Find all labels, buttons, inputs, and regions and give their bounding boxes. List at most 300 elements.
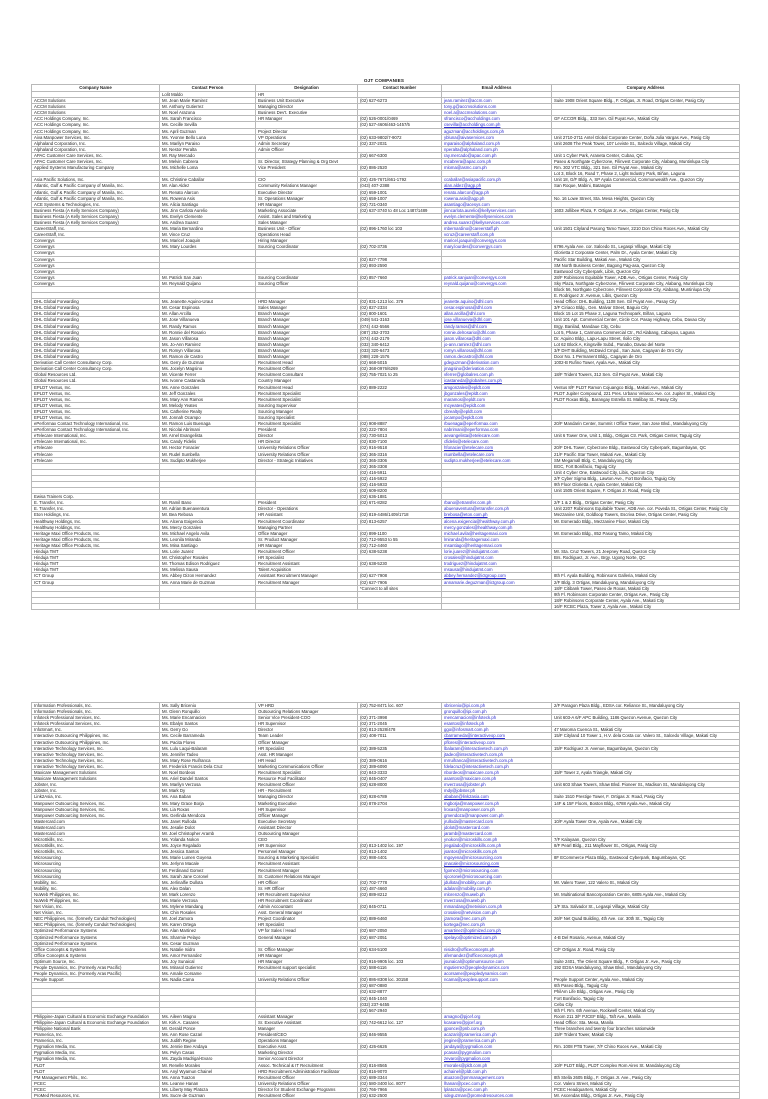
email-address-cell[interactable]: lorie.juarez@hindujatmt.com	[442, 549, 552, 555]
company-address-cell: 3/F DHT Building, McDavid Cmpd., San Juan, Cagayan de Oro City	[552, 347, 740, 353]
email-address-cell[interactable]	[442, 603, 552, 609]
designation-cell: Senior Vice President-COO	[256, 715, 358, 721]
email-address-cell[interactable]: afernandez@officeconcepts.ph	[442, 952, 552, 958]
email-address-cell[interactable]: jzamora@nec.com.ph	[442, 916, 552, 922]
contact-number-cell: (02) 889-6460	[358, 916, 442, 922]
email-address-cell[interactable]: romyn.villarosa@dhl.com	[442, 347, 552, 353]
contact-number-cell: (02) 426-6626	[358, 1044, 442, 1050]
email-address-cell[interactable]: abbey.hernandez@ictgroup.com	[442, 573, 552, 579]
company-name-cell: E. Transfer, Inc.	[32, 506, 160, 512]
contact-person-cell: Ms. Karen Ortega	[160, 922, 256, 928]
company-address-cell: People Support Center, Ayala Ave., Makati City	[552, 977, 740, 983]
company-address-cell: Head Office: DHL Building, 1108 Sen. Gil Puyat Ave., Pasay City	[552, 299, 740, 305]
designation-cell: Recruitment Manager	[256, 867, 358, 873]
email-address-cell[interactable]: atuazon@pmmanagement.com	[442, 1074, 552, 1080]
email-address-cell[interactable]: evelyn.clemente@kellyservices.com	[442, 213, 552, 219]
email-address-cell[interactable]: lbalaram@interactivetech.com.ph	[442, 745, 552, 751]
company-name-cell: Interactive Technology Services, Inc.	[32, 751, 160, 757]
email-address-cell[interactable]: lhanan@pcec.com.ph	[442, 1080, 552, 1086]
email-address-cell[interactable]: mgutierrez@peopledynamics.com	[442, 965, 552, 971]
email-address-cell[interactable]: acorsame@peopledynamics.com	[442, 971, 552, 977]
company-address-cell: Mr. Sta. Cruz Towers, 21 Jeepney Road, Quezon City	[552, 549, 740, 555]
contact-person-cell: Ms. Marilyn Verzosa	[160, 782, 256, 788]
contact-person-cell: Ms. Yvonne Bello Luna	[160, 134, 256, 140]
contact-number-cell: (02) 638-5238	[358, 549, 442, 555]
company-address-cell: 2/F Paragon Plaza Bldg., EDSA cor. Reliance St., Mandaluyong City	[552, 703, 740, 709]
email-address-cell[interactable]: aevangelista@etelecare.com	[442, 433, 552, 439]
email-address-cell[interactable]: jean.ramirez@accm.com	[442, 98, 552, 104]
contact-person-cell: Mr. Renato Alarcon	[160, 189, 256, 195]
contact-person-cell: Ms. Gerry Go	[160, 727, 256, 733]
email-address-cell[interactable]: sudipto.mukherjee@etelecare.com	[442, 457, 552, 463]
company-name-cell: ACCM Solutions	[32, 98, 160, 104]
designation-cell: Assistant Recruitment Manager	[256, 573, 358, 579]
designation-cell: Recruitment Specialist	[256, 390, 358, 396]
email-address-cell[interactable]: amartinez@optimized.com.ph	[442, 928, 552, 934]
designation-cell: Talent Acquisition	[256, 567, 358, 573]
email-address-cell[interactable]: sbricenio@ipi.com.ph	[442, 703, 552, 709]
contact-person-cell: Ms. Mary Lourdes	[160, 244, 256, 250]
designation-cell: Sales Manager	[256, 305, 358, 311]
email-address-cell[interactable]: jbgonzales@epldt.com	[442, 390, 552, 396]
designation-cell: HRD Manager	[256, 299, 358, 305]
company-name-cell: Mastercard.com	[32, 830, 160, 836]
email-address-cell[interactable]: ramon.decastro@dhl.com	[442, 354, 552, 360]
email-address-cell[interactable]: mverzosa@jobster.ph	[442, 782, 552, 788]
company-name-cell: ACCM Solutions	[32, 110, 160, 116]
company-name-cell: PLDT	[32, 1068, 160, 1074]
company-address-cell: Unit 1501 Cityland Pasong Tamo Tower, 2210 Don Chino Roces Ave., Makati City	[552, 226, 740, 232]
contact-number-cell: *Connect to all sites	[358, 585, 442, 591]
email-address-cell[interactable]: amgonzales@epldt.com	[442, 384, 552, 390]
email-address-cell[interactable]: fdelacruz@interactivetech.com.ph	[442, 763, 552, 769]
email-address-cell[interactable]: sdeguzman@promedresources.com	[442, 1093, 552, 1099]
email-address-cell[interactable]: ybluna@aivaservices.com	[442, 134, 552, 140]
contact-number-cell: (02) 845-0407	[358, 776, 442, 782]
designation-cell: Community Relations Manager	[256, 183, 358, 189]
email-address-cell[interactable]: ronnie.delrosario@dhl.com	[442, 329, 552, 335]
company-address-cell: 2/F Bldg. 3 Ortigas, Mandaluyong, Mandaluyong City	[552, 579, 740, 585]
email-address-cell[interactable]: mgborja@manpower.com.ph	[442, 800, 552, 806]
email-address-cell[interactable]: cfidelis@etelecare.com	[442, 439, 552, 445]
contact-person-cell: Ms. Mirasol Gutierrez	[160, 965, 256, 971]
contact-person-cell: Ms. Liberty May Platoza	[160, 1086, 256, 1092]
company-address-cell: Unit 18, G/F Bldg. A, SP Ayala Commercial, Commonwealth Ave., Quezon City	[552, 177, 740, 183]
email-address-cell[interactable]: jregalado@microskills.com.ph	[442, 843, 552, 849]
contact-person-cell: Ms. Jennie Bee Andaya	[160, 1044, 256, 1050]
company-name-cell: Convergys	[32, 268, 160, 274]
email-address-cell[interactable]: lplatoza@pcec.com.ph	[442, 1086, 552, 1092]
email-address-cell[interactable]: vcruz@careerstaff.com.ph	[442, 232, 552, 238]
email-address-cell[interactable]: fgomez@microsourcing.com	[442, 867, 552, 873]
email-address-cell[interactable]: kcasares@pjcef.org	[442, 1019, 552, 1025]
email-address-cell[interactable]: kortega@nec.com.ph	[442, 922, 552, 928]
email-address-cell[interactable]: gronquillo@ipi.com.ph	[442, 709, 552, 715]
designation-cell: HR Supervisor	[256, 721, 358, 727]
contact-person-cell: Mr. Cesar Espinosa	[160, 305, 256, 311]
email-address-cell[interactable]: adalan@mobility.com.ph	[442, 885, 552, 891]
company-name-cell: DHL Global Forwarding	[32, 317, 160, 323]
contact-person-cell: Ms. Ivonne Castaneda	[160, 378, 256, 384]
company-name-cell: Optimized Performance Systems	[32, 940, 160, 946]
contact-number-cell: (02) 389-5235	[358, 745, 442, 751]
company-name-cell: Maxicare Management Solutions	[32, 770, 160, 776]
contact-number-cell: (02) 878-2704	[358, 800, 442, 806]
company-address-cell: 10/F Ayala Tower One, Ayala Ave., Makati City	[552, 818, 740, 824]
email-address-cell[interactable]: jose.villanueva@dhl.com	[442, 317, 552, 323]
company-address-cell: Unit 2710-2711 Antel Global Corporate Center, Doña Julia Vargas Ave., Pasig City	[552, 134, 740, 140]
email-address-cell[interactable]: annamarie.deguzman@ictgroup.com	[442, 579, 552, 585]
company-name-cell: eTelecare	[32, 445, 160, 451]
contact-person-cell: Ms. Pacita Flores	[160, 739, 256, 745]
company-name-cell: InfoSmart, Inc.	[32, 727, 160, 733]
company-address-cell: Unit 6 Tower One, Unit 1, Bldg., Ortigas Ctr. Park, Ortigas Center, Taguig City	[552, 433, 740, 439]
email-address-cell[interactable]: noel.a@accmsolutions.com	[442, 110, 552, 116]
email-address-cell[interactable]: jandaya@pygmalion.com	[442, 1044, 552, 1050]
company-name-cell: Pygmalion Media, Inc.	[32, 1050, 160, 1056]
contact-person-cell: Mr. Arnel Evangelista	[160, 433, 256, 439]
contact-person-cell: Mr. Mark Lorenzo	[160, 891, 256, 897]
email-address-cell[interactable]: reynald.quijano@convergys.com	[442, 280, 552, 286]
contact-number-cell: (02) 752-8471 loc. 607	[358, 703, 442, 709]
email-address-cell[interactable]: aguzman@accholdings.com.ph	[442, 128, 552, 134]
designation-cell: Sourcing & Marketing Specialist	[256, 855, 358, 861]
email-address-cell[interactable]: mcabrera@apac.com.ph	[442, 159, 552, 165]
company-name-cell: ACE Systems & Technologies, Inc.	[32, 201, 160, 207]
email-address-cell[interactable]: mverzosa@nuweb.ph	[442, 898, 552, 904]
contact-number-cell: (02) 827-7798	[358, 256, 442, 262]
email-address-cell[interactable]: mercy.gonzales@healthway.com.ph	[442, 524, 552, 530]
contact-number-cell: (088) 228-1576	[358, 354, 442, 360]
email-address-cell[interactable]: jocampo@epldt.com	[442, 414, 552, 420]
designation-cell: University Relations Officer	[256, 977, 358, 983]
company-address-cell: 9th Fl. Robinsons Corporate Center, Ortigas Ave., Pasig City	[552, 591, 740, 597]
designation-cell: Operations Manager	[256, 1038, 358, 1044]
email-address-cell[interactable]: jo-ann.ramirez@dhl.com	[442, 341, 552, 347]
company-name-cell: Jobster, Inc.	[32, 788, 160, 794]
table-header-row	[32, 85, 740, 92]
email-address-cell[interactable]: lroxas@manpower.com.ph	[442, 806, 552, 812]
email-address-cell[interactable]: amagno@pjcef.org	[442, 1013, 552, 1019]
contact-person-cell: Ms. Nadia Cama	[160, 977, 256, 983]
contact-person-cell: Ms. Anne Gonzales	[160, 384, 256, 390]
email-address-cell[interactable]: jrulloda@mastercard.com	[442, 818, 552, 824]
email-address-cell[interactable]: esantos@infoteck.ph	[442, 721, 552, 727]
email-address-cell[interactable]: mbernardino@careerstaff.ph	[442, 226, 552, 232]
designation-cell: Sourcing Coordinator	[256, 244, 358, 250]
email-address-cell[interactable]: nabrimani@eperformax.com	[442, 427, 552, 433]
email-address-cell[interactable]: acazari@pramerica.com.ph	[442, 1032, 552, 1038]
contact-person-cell: Ms. Mina Santiago	[160, 542, 256, 548]
email-address-cell[interactable]: rowena.asis@agp.ph	[442, 195, 552, 201]
company-name-cell: Healthway Holdings, Inc.	[32, 524, 160, 530]
contact-person-cell: Ms. Mercy Gonzales	[160, 524, 256, 530]
company-address-cell: 15/F Trident Tower, Makati City	[552, 1032, 740, 1038]
company-address-cell: Head Office: Sta. Mesa, Manila	[552, 1019, 740, 1025]
designation-cell: Director	[256, 727, 358, 733]
email-address-cell[interactable]: ncama@peoplesupport.com	[442, 977, 552, 983]
email-address-cell[interactable]: rmorales@pldt.com.ph	[442, 1062, 552, 1068]
company-address-cell: 15/F Rodriguez Jr. Avenue, Bagumbayan, Quezon City	[552, 745, 740, 751]
email-address-cell[interactable]: gmendoza@manpower.com.ph	[442, 812, 552, 818]
email-address-cell[interactable]: lmiranda@heritagemaxi.com	[442, 536, 552, 542]
email-address-cell[interactable]: vferrer@globalres.com.ph	[442, 372, 552, 378]
table-body-page-2	[32, 703, 740, 1099]
email-address-cell[interactable]: jdullota@mobility.com.ph	[442, 879, 552, 885]
email-address-cell[interactable]: gponce@pnb.com.ph	[442, 1025, 552, 1031]
designation-cell: VP for Sales / Head	[256, 928, 358, 934]
contact-person-cell: Ms. Jerlynn Macale	[160, 861, 256, 867]
designation-cell: Recruitment Specialist	[256, 421, 358, 427]
email-address-cell[interactable]: michael.avila@heritagemaxi.com	[442, 530, 552, 536]
contact-number-cell: (02) 893-2590	[358, 262, 442, 268]
email-address-cell[interactable]: sjcoronel@microsourcing.com	[442, 873, 552, 879]
designation-cell: HR Manager	[256, 952, 358, 958]
email-address-cell[interactable]: abuenaventura@etransfer.com.ph	[442, 506, 552, 512]
company-address-cell: 3/F Ciriaco Bldg., Gen. Malvar Street, Baguio City	[552, 305, 740, 311]
email-address-cell[interactable]: rbano@etransfer.com.ph	[442, 500, 552, 506]
designation-cell: Recruitment Head	[256, 360, 358, 366]
contact-number-cell: (02) 816-9070	[358, 1068, 442, 1074]
email-address-cell[interactable]: asantiago@acesys.com	[442, 201, 552, 207]
designation-cell: Project Director	[256, 128, 358, 134]
email-address-cell[interactable]: alan.aldez@agp.ph	[442, 183, 552, 189]
company-name-cell: Infoteck Professional Services, Inc.	[32, 721, 160, 727]
email-address-cell[interactable]: ccaballar@asiapacific.com.ph	[442, 177, 552, 183]
email-address-cell[interactable]: msausa@hindujatmt.com	[442, 567, 552, 573]
email-address-cell[interactable]: rsumbella@etelecare.com	[442, 451, 552, 457]
email-address-cell[interactable]: andrea.suarez@kellyservices.com	[442, 219, 552, 225]
contact-person-cell: Ms. Jocelyn Magsino	[160, 366, 256, 372]
contact-person-cell: Mr. Nestor Peralta	[160, 146, 256, 152]
email-address-cell[interactable]: jaramb@mastercard.com	[442, 830, 552, 836]
email-address-cell[interactable]: gdeguzman@derivation.com	[442, 360, 552, 366]
email-address-cell[interactable]: jason.villarosa@dhl.com	[442, 335, 552, 341]
email-address-cell[interactable]: allan.arcilla@dhl.com	[442, 311, 552, 317]
company-name-cell: Convergys	[32, 280, 160, 286]
email-address-cell[interactable]: mrruifranca@interactivetech.com.ph	[442, 757, 552, 763]
contact-person-cell: Ms. Sally Bricenio	[160, 703, 256, 709]
company-name-cell: Heritage Maxi Office Products, Inc.	[32, 542, 160, 548]
company-address-cell: 9th Floor Glorietta 4, Ayala Center, Makati City	[552, 482, 740, 488]
contact-number-cell: (02) 668-5015	[358, 360, 442, 366]
contact-number-cell: (02) 368-0976/6269	[358, 366, 442, 372]
designation-cell: Outsourcing Relations Manager	[256, 709, 358, 715]
email-address-cell[interactable]: maricel.joaquin@convergys.com	[442, 238, 552, 244]
company-address-cell: Mr. Ascendas Bldg., Ortigas Jr. Ave., Pasig City	[552, 1093, 740, 1099]
email-address-cell[interactable]: jeanette.aquino@dhl.com	[442, 299, 552, 305]
designation-cell: Business Unit Executive	[256, 98, 358, 104]
designation-cell	[256, 603, 358, 609]
designation-cell: HR Manager	[256, 542, 358, 548]
designation-cell: Recruitment Officer	[256, 1074, 358, 1080]
email-address-cell[interactable]: pflores@interactiveop.com	[442, 739, 552, 745]
designation-cell: Recruitment Coordinator	[256, 518, 358, 524]
email-address-cell[interactable]: jdolot@mastercard.com	[442, 824, 552, 830]
company-name-cell: PCEC	[32, 1086, 160, 1092]
email-address-cell[interactable]: jsunaical@optimumsource.com	[442, 958, 552, 964]
contact-person-cell: Ms. Sharmie Pelayo	[160, 934, 256, 940]
email-address-cell[interactable]: maramos@epldt.com	[442, 396, 552, 402]
company-name-cell: DHL Global Forwarding	[32, 299, 160, 305]
designation-cell: Recruitment Officer	[256, 1093, 358, 1099]
email-address-cell[interactable]: crosales@netvision.com.ph	[442, 910, 552, 916]
company-name-cell: Hinduja TMT	[32, 549, 160, 555]
email-address-cell[interactable]: jsantos@microskills.com.ph	[442, 849, 552, 855]
company-address-cell: Glorietta 2 Corporate Center, Palm Dr., Ayala Center, Makati City	[552, 250, 740, 256]
company-address-cell: Suite 2401, The Orient Square Bldg., F. Ortigas Jr. Ave., Pasig City	[552, 958, 740, 964]
email-address-cell[interactable]: mdy@jobster.ph	[442, 788, 552, 794]
contact-person-cell: Ms. Lia Roxas	[160, 806, 256, 812]
company-name-cell: Healthway Holdings, Inc.	[32, 518, 160, 524]
company-address-cell: Brs. Rodriguez, Jr. Ave., Brgy. Ugong Norte, QC	[552, 555, 740, 561]
email-address-cell[interactable]: randy.ramos@dhl.com	[442, 323, 552, 329]
email-address-cell[interactable]: ababan@link2asia.com	[442, 794, 552, 800]
email-address-cell[interactable]: icastaneda@globalres.com.ph	[442, 378, 552, 384]
contact-number-cell: (02) 845-1040	[358, 995, 442, 1001]
email-address-cell[interactable]: cbrealty@epldt.com	[442, 408, 552, 414]
designation-cell: President/CEO	[256, 1032, 358, 1038]
designation-cell: Sourcing Coordinator	[256, 274, 358, 280]
company-address-cell: 26/F Net Quad Building, 4th Ave. cor. 30th St., Taguig City	[552, 916, 740, 922]
email-address-cell[interactable]: cbarrameda@interactiveop.com	[442, 733, 552, 739]
email-address-cell[interactable]: zevaro@pygmalion.com	[442, 1056, 552, 1062]
company-address-cell: Mr. Esmerado Bldg., 852 Pasong Tamo, Makati City	[552, 530, 740, 536]
email-address-cell[interactable]: msantiago@heritagemaxi.com	[442, 542, 552, 548]
contact-number-cell: (02) 896-1760 loc 103	[358, 226, 442, 232]
email-address-cell[interactable]: mloma@asmc.com.ph	[442, 165, 552, 171]
designation-cell: Marketing Associate	[256, 207, 358, 213]
email-address-cell[interactable]: mencarnacion@infoteck.ph	[442, 715, 552, 721]
designation-cell: HR Manager	[256, 116, 358, 122]
company-name-cell: EPLDT Ventus, Inc.	[32, 414, 160, 420]
company-name-cell: ACC Holdings Company, Inc.	[32, 116, 160, 122]
table-row	[32, 1093, 740, 1099]
contact-number-cell: (02) 830-7100	[358, 439, 442, 445]
email-address-cell[interactable]: rbuenaga@eperformax.com	[442, 421, 552, 427]
designation-cell: Branch Manager	[256, 341, 358, 347]
company-name-cell: DHL Global Forwarding	[32, 354, 160, 360]
contact-person-cell: Ms. Mary Ann Ramos	[160, 396, 256, 402]
email-address-cell[interactable]: hfonacier@etelecare.com	[442, 445, 552, 451]
contact-number-cell: (02) 526-0001/0469	[358, 116, 442, 122]
contact-person-cell	[160, 603, 256, 609]
contact-number-cell: (02) 416-5922	[358, 475, 442, 481]
email-address-cell[interactable]: tony.g@accmsolutions.com	[442, 104, 552, 110]
company-address-cell: Rm. 302 VTC Bldg., 321 Sen. Gil Puyat Ave., Makati City	[552, 165, 740, 171]
contact-person-cell: Ms. Alex Dalan	[160, 885, 256, 891]
contact-number-cell: (02) 609-8200	[358, 488, 442, 494]
contact-number-cell: (02) 889-8212	[358, 891, 442, 897]
designation-cell: HR Supervisor	[256, 806, 358, 812]
contact-person-cell: Ms. Anna Marie de Guzman	[160, 579, 256, 585]
email-address-cell[interactable]: jinncarlota.aurelio@kellyservices.com	[442, 207, 552, 213]
designation-cell: HRD Recruitment Administration Facilitator	[256, 1068, 358, 1074]
email-address-cell[interactable]: mparaiso@alphaland.com.ph	[442, 140, 552, 146]
designation-cell: Director	[256, 433, 358, 439]
company-address-cell: PLDT Jupiter Compound, 221 Pres. Urbano Velasco Ave. cor. Jupiter St., Makati City	[552, 390, 740, 396]
contact-person-cell: Mr. Noel Bordeos	[160, 770, 256, 776]
company-name-cell: Heritage Maxi Office Products, Inc.	[32, 530, 160, 536]
company-name-cell: Optimized Performance Systems	[32, 934, 160, 940]
contact-number-cell: (02) 886-2520	[358, 165, 442, 171]
email-address-cell[interactable]: jmacale@microsourcing.com	[442, 861, 552, 867]
company-name-cell: Interactive Outsourcing Philippines, Inc.	[32, 733, 160, 739]
contact-person-cell: Mr. Joel Christopher Aramb	[160, 830, 256, 836]
email-address-cell[interactable]: mcyeates@epldt.com	[442, 402, 552, 408]
designation-cell: Branch Manager	[256, 317, 358, 323]
email-address-cell[interactable]: trodriguez@hindujatmt.com	[442, 561, 552, 567]
email-address-cell[interactable]: jtadeo@interactivetech.com.ph	[442, 751, 552, 757]
contact-number-cell: (02) 416-5933	[358, 482, 442, 488]
email-address-cell[interactable]: ray.mercado@apac.com.ph	[442, 152, 552, 158]
company-name-cell	[32, 603, 160, 609]
email-address-cell[interactable]: cesar.espinosa@dhl.com	[442, 305, 552, 311]
company-name-cell: Philippine-Japan Cultural & Economic Exchange Foundation	[32, 1019, 160, 1025]
contact-number-cell: (02) 908-8887	[358, 421, 442, 427]
contact-person-cell: Ms. Lorie Juarez	[160, 549, 256, 555]
email-address-cell[interactable]: crosales@hindujatmt.com	[442, 555, 552, 561]
email-address-cell[interactable]: brebosa@eton.com.ph	[442, 512, 552, 518]
contact-person-cell: Mr. Melody Yeates	[160, 402, 256, 408]
email-address-cell[interactable]: jregine@pramerica.com.ph	[442, 1038, 552, 1044]
email-address-cell[interactable]: patrick.sanjuan@convergys.com	[442, 274, 552, 280]
designation-cell: President	[256, 427, 358, 433]
company-address-cell: Unit 101 Apt. Commercial Center, Circle Cor. Pasay Highway, Cebu, Davao City	[552, 317, 740, 323]
email-address-cell[interactable]: asantos@maxicare.com.ph	[442, 776, 552, 782]
contact-number-cell: (02) 827-2334	[358, 305, 442, 311]
email-address-cell[interactable]: spelayo@optimized.com.ph	[442, 934, 552, 940]
email-address-cell[interactable]: ynokon@microskills.com.ph	[442, 837, 552, 843]
contact-person-cell: Ms. Cecille Sevilla	[160, 122, 256, 128]
designation-cell: Office Manager	[256, 530, 358, 536]
email-address-cell[interactable]: csevilla@accholdings.com.ph	[442, 122, 552, 128]
designation-cell: Vice President	[256, 165, 358, 171]
company-address-cell: 6796 Ayala Ave. cor. Salcedo St., Legaspi Village, Makati City	[552, 244, 740, 250]
email-address-cell[interactable]: achainel@pldt.com.ph	[442, 1068, 552, 1074]
designation-cell: Operations Head	[256, 232, 358, 238]
company-address-cell: 15/F Cityland 10 Tower 1, H.V. dela Costa cor. Valero St., Salcedo Village, Makati City	[552, 733, 740, 739]
email-address-cell[interactable]: mary.lourdes@convergys.com	[442, 244, 552, 250]
designation-cell: Manager	[256, 1025, 358, 1031]
company-name-cell: Global Resources Ltd.	[32, 372, 160, 378]
email-address-cell[interactable]: nbordeos@maxicare.com.ph	[442, 770, 552, 776]
company-address-cell: BGC, Fort Bonifacio, Taguig City	[552, 463, 740, 469]
company-name-cell: Atlantic, Gulf & Pacific Company of Manila, Inc.	[32, 183, 160, 189]
email-address-cell[interactable]: renato.alarcon@agp.ph	[442, 189, 552, 195]
contact-person-cell: Ms. Aileen Magno	[160, 1013, 256, 1019]
email-address-cell[interactable]: jmagsino@derivation.com	[442, 366, 552, 372]
email-address-cell[interactable]: mlorenzo@nuweb.ph	[442, 891, 552, 897]
email-address-cell[interactable]: alcena.exigencia@healthway.com.ph	[442, 518, 552, 524]
designation-cell: HR Recruitment Supervisor	[256, 891, 358, 897]
designation-cell: Branch Manager	[256, 347, 358, 353]
email-address-cell[interactable]: pcasas@pygmalion.com	[442, 1050, 552, 1056]
email-address-cell[interactable]: mmandang@netvision.com.ph	[442, 904, 552, 910]
company-name-cell: E. Transfer, Inc.	[32, 500, 160, 506]
company-name-cell: Pygmalion Media, Inc.	[32, 1056, 160, 1062]
email-address-cell[interactable]: nperalta@alphaland.com.ph	[442, 146, 552, 152]
contact-number-cell: (02) 886-8308 loc. 30158	[358, 977, 442, 983]
contact-person-cell: Mr. Melvin Cabrera	[160, 159, 256, 165]
email-address-cell[interactable]: nisidro@officeconcepts.ph	[442, 946, 552, 952]
designation-cell: Recruitment Officer	[256, 782, 358, 788]
designation-cell: Branch Manager	[256, 335, 358, 341]
email-address-cell[interactable]: sfrancisco@accholdings.com	[442, 116, 552, 122]
contact-person-cell: Mr. Glenn Ronquillo	[160, 709, 256, 715]
email-address-cell[interactable]: ggo@infosmart.com.ph	[442, 727, 552, 733]
email-address-cell[interactable]: mgoyena@microsourcing.com	[442, 855, 552, 861]
